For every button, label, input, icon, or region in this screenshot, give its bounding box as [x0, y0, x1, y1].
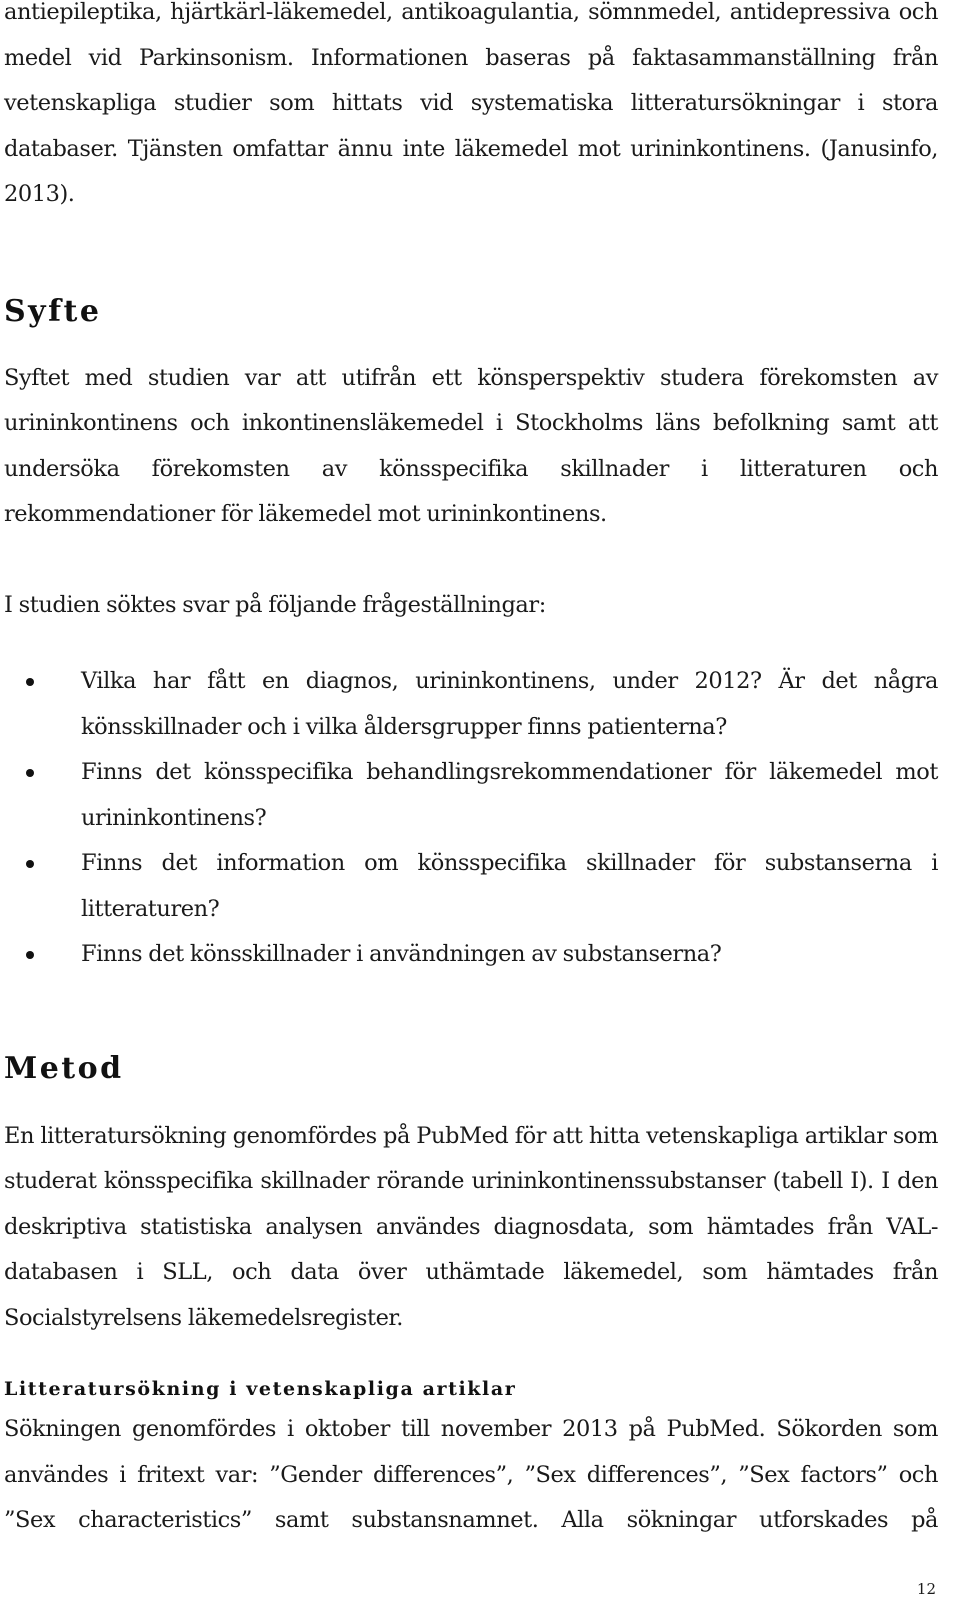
- list-item-text: Finns det information om könsspecifika skillnader för substanserna i litteraturen?: [81, 850, 938, 922]
- list-item-text: Vilka har fått en diagnos, urininkontinens, under 2012? Är det några könsskillnader och i vilka åldersgrupper finns patienterna?: [81, 668, 938, 740]
- list-item: [4, 750, 938, 841]
- syfte-paragraph: Syftet med studien var att utifrån ett könsperspektiv studera förekomsten av urininkontinens och inkontinensläkemedel i Stockholms läns befolkning samt att undersöka förekomsten av könsspecifika skillnader i litteraturen och rekommendationer för läkemedel mot urininkontinens.: [4, 364, 938, 527]
- list-item: [4, 659, 938, 750]
- subsection-heading: Litteratursökning i vetenskapliga artiklar: [4, 1378, 517, 1400]
- page-number: 12: [916, 1580, 936, 1598]
- list-item-text: Finns det könsskillnader i användningen av substanserna?: [81, 941, 722, 967]
- list-item-text: Finns det könsspecifika behandlingsrekommendationer för läkemedel mot urininkontinens?: [81, 759, 938, 831]
- section-heading-syfte: Syfte: [4, 293, 102, 329]
- metod-paragraph: En litteratursökning genomfördes på PubMed för att hitta vetenskapliga artiklar som studerat könsspecifika skillnader rörande urininkontinenssubstanser (tabell I). I den deskriptiva statistiska analysen användes diagnosdata, som hämtades från VAL-databasen i SLL, och data över uthämtade läkemedel, som hämtades från Socialstyrelsens läkemedelsregister.: [4, 1122, 938, 1331]
- list-item: [4, 841, 938, 932]
- bullet-icon: [26, 678, 34, 686]
- bullet-icon: [26, 860, 34, 868]
- questions-intro: I studien söktes svar på följande frågeställningar:: [4, 591, 546, 618]
- subsection-paragraph: Sökningen genomfördes i oktober till november 2013 på PubMed. Sökorden som användes i fritext var: ”Gender differences”, ”Sex differences”, ”Sex factors” och ”Sex characteristics” samt substansnamnet. Alla sökningar utforskades på: [4, 1416, 938, 1533]
- bullet-icon: [26, 951, 34, 959]
- question-list: [4, 659, 938, 978]
- list-item: [4, 932, 938, 978]
- document-page: [4, 0, 938, 1544]
- bullet-icon: [26, 769, 34, 777]
- intro-paragraph: antiepileptika, hjärtkärl-läkemedel, antikoagulantia, sömnmedel, antidepressiva och medel vid Parkinsonism. Informationen baseras på faktasammanställning från vetenskapliga studier som hittats vid systematiska litteratursökningar i stora databaser. Tjänsten omfattar ännu inte läkemedel mot urininkontinens. (Janusinfo, 2013).: [4, 0, 938, 207]
- section-heading-metod: Metod: [4, 1050, 124, 1086]
